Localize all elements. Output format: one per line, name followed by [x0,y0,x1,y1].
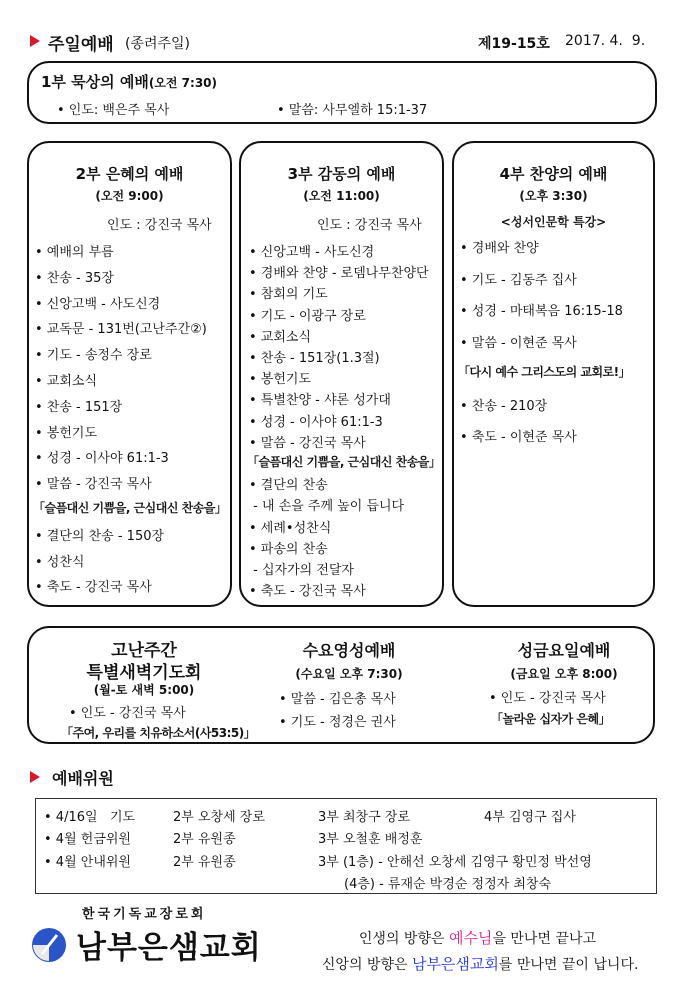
sermon-title: 「슬픔대신 기쁨을, 근심대신 찬송을」 [247,455,441,469]
wednesday-time: (수요일 오후 7:30) [295,667,403,681]
order-item: • 교회소식 [249,329,312,345]
order-item: • 축도 - 강진국 목사 [249,584,366,600]
order-item: • 결단의 찬송 - 150장 [35,528,165,544]
order-item: - 십자가의 전달자 [249,563,354,578]
committee-row-offering-3: 3부 오철훈 배정훈 [318,832,423,847]
committee-row-usher-3: 3부 (1층) - 안해선 오창세 김영구 황민정 박선영 [318,855,592,870]
service2-leader: 인도 : 강진국 목사 [107,218,212,233]
order-item: - 내 손을 주께 높이 듭니다 [249,499,405,515]
service2-time: (오전 9:00) [95,189,164,203]
footer-slogan-line1: 인생의 방향은 예수님을 만나면 끝나고 [358,929,597,947]
order-item: • 교회소식 [35,374,98,389]
dawn-leader: • 인도 - 강진국 목사 [69,706,186,721]
order-item: • 찬송 - 151장(1.3절) [249,351,380,366]
order-item: • 찬송 - 210장 [460,398,548,414]
jesus-highlight: 예수님 [448,929,493,947]
order-item: • 경배와 찬양 [460,241,539,256]
order-item: • 기도 - 이광구 장로 [249,308,366,324]
order-item: • 기도 - 송정수 장로 [35,348,152,364]
wednesday-sermon: • 말씀 - 김은총 목사 [279,692,396,707]
service1-box [27,61,657,124]
friday-sermon: 「놀라운 십자가 은혜」 [491,712,611,726]
service3-title: 3부 감동의 예배 [287,165,396,183]
committee-row-usher-extra: (4층) - 류재순 박경순 정정자 최창숙 [344,877,552,892]
order-item: • 축도 - 이현준 목사 [460,430,577,445]
order-item: • 기도 - 김동주 집사 [460,272,577,288]
service4-title: 4부 찬양의 예배 [499,165,608,183]
friday-title: 성금요일예배 [517,641,611,660]
order-item: • 세례•성찬식 [249,520,332,536]
sermon-title: 「슬픔대신 기쁨을, 근심대신 찬송을」 [33,501,227,515]
order-item: • 신앙고백 - 사도신경 [35,296,161,312]
service1-leader: • 인도: 백은주 목사 [57,103,170,118]
order-item: • 말씀 - 강진국 목사 [35,477,152,493]
wednesday-title: 수요영성예배 [302,641,396,660]
service3-box [239,141,444,607]
church-highlight: 남부은샘교회 [411,955,499,973]
order-item: • 성경 - 이사야 61:1-3 [35,451,169,467]
church-logo-icon [30,926,68,964]
order-item: • 봉헌기도 [35,425,98,441]
order-item: • 참회의 기도 [249,287,328,303]
service3-time: (오전 11:00) [303,189,380,203]
header-title: 주일예배 [48,35,114,55]
committee-row-prayer-label: • 4/16일 기도 [44,810,136,825]
order-item: • 파송의 찬송 [249,541,328,557]
dawn-sermon: 「주여, 우리를 치유하소서(사53:5)」 [61,726,256,740]
wednesday-prayer: • 기도 - 정경은 권사 [279,715,396,730]
order-item: • 축도 - 강진국 목사 [35,580,152,596]
order-item: • 봉헌기도 [249,372,312,388]
friday-leader: • 인도 - 강진국 목사 [489,691,606,706]
committee-row-prayer-3: 3부 최창구 장로 [318,810,410,825]
service2-box [27,141,232,607]
issue-number: 제19-15호 [478,36,550,52]
header-bullet-icon [30,35,40,47]
order-item: • 성경 - 마태복음 16:15-18 [460,304,623,319]
committee-row-offering-label: • 4월 헌금위원 [44,832,131,847]
order-item: • 예배의 부름 [35,245,114,260]
committee-row-prayer-4: 4부 김영구 집사 [484,810,576,825]
order-item: • 말씀 - 이현준 목사 [460,335,577,351]
committee-row-usher-2: 2부 유원종 [173,855,236,870]
service4-time: (오후 3:30) [519,189,588,203]
dawn-time: (월-토 새벽 5:00) [93,683,195,697]
service1-sermon: • 말씀: 사무엘하 15:1-37 [277,103,428,118]
order-item: • 성찬식 [35,554,85,570]
order-item: • 말씀 - 강진국 목사 [249,435,366,451]
dawn-title-line2: 특별새벽기도회 [86,663,202,683]
committee-bullet-icon [30,771,40,783]
order-item: • 신앙고백 - 사도신경 [249,245,375,260]
committee-row-usher-label: • 4월 안내위원 [44,855,131,870]
order-item: • 찬송 - 151장 [35,399,123,415]
dawn-title-line1: 고난주간 [111,641,177,661]
footer-slogan-line2: 신앙의 방향은 남부은샘교회를 만나면 끝이 납니다. [321,955,639,973]
order-item: • 결단의 찬송 [249,478,328,494]
service1-time: (오전 7:30) [148,76,218,90]
order-item: • 특별찬양 - 샤론 성가대 [249,393,391,409]
committee-row-offering-2: 2부 유원종 [173,832,236,847]
service3-leader: 인도 : 강진국 목사 [317,218,422,233]
service2-title: 2부 은혜의 예배 [75,165,184,183]
committee-row-prayer-2: 2부 오창세 장로 [173,810,265,825]
service4-theme: <성서인문학 특강> [500,215,607,229]
order-item: • 경배와 찬양 - 로뎀나무찬양단 [249,266,429,282]
friday-time: (금요일 오후 8:00) [510,667,618,681]
service1-title: 1부 묵상의 예배 [41,73,149,91]
committee-box [35,798,657,894]
sermon-title: 「다시 예수 그리스도의 교회로!」 [458,365,631,379]
service4-box [452,141,655,607]
header-subtitle: (종려주일) [125,36,191,52]
order-item: • 성경 - 이사야 61:1-3 [249,414,383,430]
church-name: 남부은샘교회 [76,930,262,966]
order-item: • 찬송 - 35장 [35,270,114,286]
weekday-services-box [27,626,655,744]
issue-date: 2017. 4. 9. [565,33,646,49]
order-item: • 교독문 - 131번(고난주간②) [35,322,207,338]
committee-title: 예배위원 [52,769,114,788]
denomination-name: 한국기독교장로회 [82,907,207,922]
